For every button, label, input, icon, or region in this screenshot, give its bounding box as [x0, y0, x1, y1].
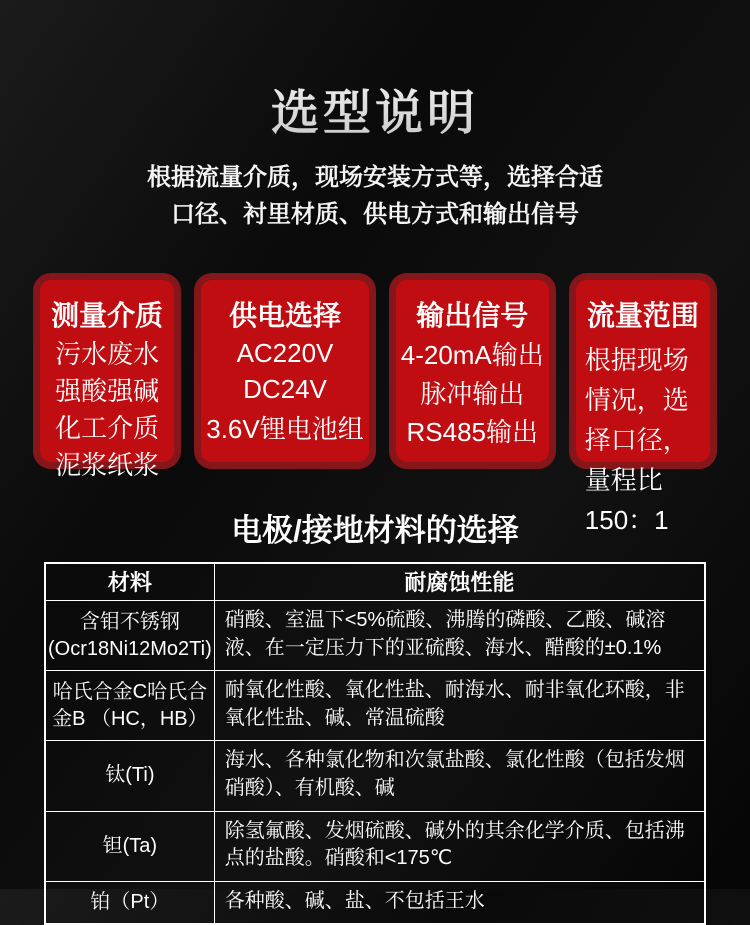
material-cell: 含钼不锈钢(Ocr18Ni12Mo2Ti) [45, 601, 214, 671]
card-lines [45, 334, 169, 482]
performance-cell: 海水、各种氯化物和次氯盐酸、氯化性酸（包括发烟硝酸）、有机酸、碱 [214, 741, 705, 811]
table-row [45, 671, 705, 741]
card-line: 3.6V锂电池组 [206, 413, 364, 444]
subtitle-line-1: 根据流量介质，现场安装方式等，选择合适 [147, 164, 603, 191]
card-line: 脉冲输出 [420, 378, 525, 409]
material-cell: 钽(Ta) [45, 811, 214, 881]
card-line: 强酸强碱 [55, 376, 160, 406]
card-line: 4-20mA输出 [400, 340, 544, 371]
card-line: 化工介质 [55, 413, 160, 443]
page-title: 选型说明 [0, 0, 750, 143]
material-cell: 钛(Ti) [45, 741, 214, 811]
feature-card [33, 273, 181, 480]
card-title: 流量范围 [586, 300, 699, 331]
table-row [45, 601, 705, 671]
card-lines [206, 334, 364, 450]
column-header-material: 材料 [45, 563, 214, 601]
material-cell: 铂（Pt） [45, 881, 214, 924]
table-header-row [45, 563, 705, 601]
column-header-performance: 耐腐蚀性能 [214, 563, 705, 601]
card-line: AC220V [236, 338, 334, 369]
table-section-title: 电极/接地材料的选择 [231, 513, 519, 548]
card-line: DC24V [243, 373, 327, 404]
feature-card [389, 273, 556, 469]
card-title: 输出信号 [416, 300, 529, 331]
performance-cell: 耐氧化性酸、氧化性盐、耐海水、耐非氧化环酸，非氧化性盐、碱、常温硫酸 [214, 671, 705, 741]
card-lines: 根据现场情况，选择口径，量程比150：1 [584, 345, 689, 535]
feature-card [569, 273, 717, 535]
performance-cell: 除氢氟酸、发烟硫酸、碱外的其余化学介质、包括沸点的盐酸。硝酸和<175℃ [214, 811, 705, 881]
page-subtitle [0, 159, 750, 233]
table-row [45, 811, 705, 881]
table-row [45, 741, 705, 811]
performance-cell: 各种酸、碱、盐、不包括王水 [214, 881, 705, 924]
table-row [45, 881, 705, 924]
materials-table [44, 562, 706, 925]
card-line: 泥浆纸浆 [55, 450, 160, 480]
feature-card [194, 273, 376, 469]
subtitle-line-2: 口径、衬里材质、供电方式和输出信号 [171, 201, 579, 228]
material-cell: 哈氏合金C哈氏合金B （HC，HB） [45, 671, 214, 741]
materials-table-body [45, 601, 705, 925]
card-line: 污水废水 [55, 339, 160, 369]
materials-table-wrap [0, 562, 750, 925]
card-title: 供电选择 [228, 300, 341, 331]
card-title: 测量介质 [51, 300, 164, 331]
card-line: RS485输出 [406, 416, 538, 447]
card-lines [401, 334, 544, 450]
performance-cell: 硝酸、室温下<5%硫酸、沸腾的磷酸、乙酸、碱溶液、在一定压力下的亚硫酸、海水、醋酸的±0.1% [214, 601, 705, 671]
